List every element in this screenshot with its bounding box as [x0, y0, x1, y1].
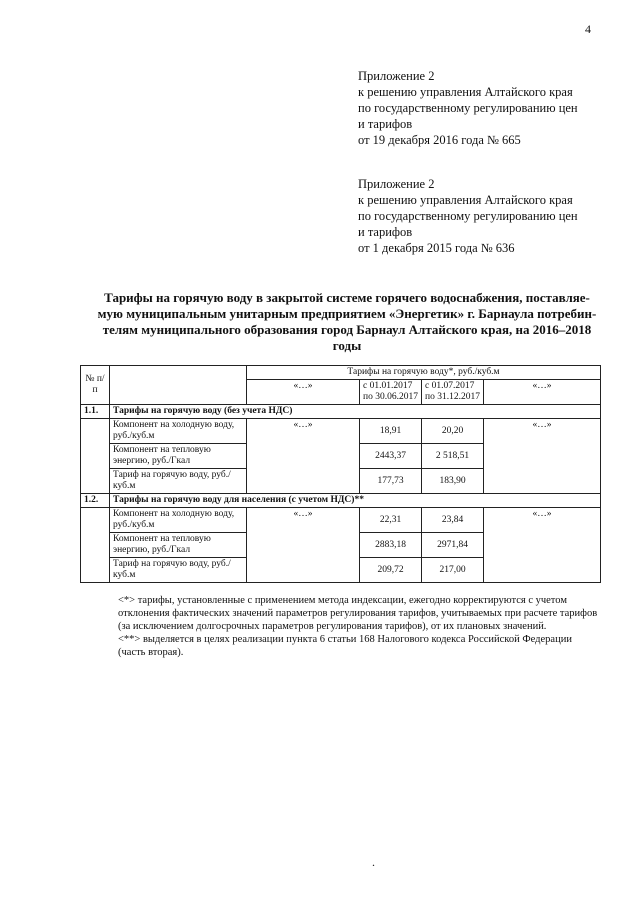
tariff-table [80, 365, 601, 583]
name-header [110, 366, 247, 405]
cell-value: 2443,37 [360, 444, 422, 469]
cell-value: 2883,18 [360, 533, 422, 558]
cell-value: «…» [484, 419, 601, 494]
appendix-reference-original [358, 176, 578, 256]
appendix-line: и тарифов [358, 225, 413, 239]
appendix-line: от 19 декабря 2016 года № 665 [358, 133, 521, 147]
row-label: Компонент на тепловую энергию, руб./Гкал [110, 444, 247, 469]
col-header: «…» [484, 380, 601, 405]
cell-value: 2 518,51 [422, 444, 484, 469]
title-line: годы [332, 338, 362, 353]
appendix-line: по государственному регулированию цен [358, 209, 578, 223]
col-header: с 01.07.2017 по 31.12.2017 [422, 380, 484, 405]
col-header: с 01.01.2017 по 30.06.2017 [360, 380, 422, 405]
appendix-line: по государственному регулированию цен [358, 101, 578, 115]
document-title [86, 290, 608, 354]
table-row [81, 419, 601, 444]
table-row [81, 508, 601, 533]
appendix-line: и тарифов [358, 117, 413, 131]
empty-cell [81, 508, 110, 583]
bottom-mark: . [372, 855, 375, 869]
num-header: № п/п [81, 366, 110, 405]
row-label: Компонент на холодную воду, руб./куб.м [110, 508, 247, 533]
page-number: 4 [585, 22, 591, 36]
cell-value: 18,91 [360, 419, 422, 444]
appendix-line: к решению управления Алтайского края [358, 193, 573, 207]
appendix-line: от 1 декабря 2015 года № 636 [358, 241, 515, 255]
cell-value: «…» [484, 508, 601, 583]
section-title: Тарифы на горячую воду для населения (с учетом НДС)** [110, 494, 601, 508]
row-label: Компонент на тепловую энергию, руб./Гкал [110, 533, 247, 558]
footnotes [118, 594, 598, 659]
cell-value: 177,73 [360, 469, 422, 494]
cell-value: «…» [247, 508, 360, 583]
empty-cell [81, 419, 110, 494]
title-line: телям муниципального образования город Барнаул Алтайского края, на 2016–2018 [102, 322, 592, 337]
section-title: Тарифы на горячую воду (без учета НДС) [110, 405, 601, 419]
cell-value: 20,20 [422, 419, 484, 444]
table-header-row [81, 366, 601, 380]
appendix-line: Приложение 2 [358, 69, 435, 83]
cell-value: 22,31 [360, 508, 422, 533]
footnote: <*> тарифы, установленные с применением метода индексации, ежегодно корректируются с учетом отклонения фактических значений параметров регулирования тарифов, учитываемых при расчете тарифов (за исключением долгосрочных параметров регулирования тарифов), от их плановых значений. [118, 595, 598, 632]
cell-value: 2971,84 [422, 533, 484, 558]
section-row [81, 494, 601, 508]
group-header: Тарифы на горячую воду*, руб./куб.м [247, 366, 601, 380]
footnote: <**> выделяется в целях реализации пункта 6 статьи 168 Налогового кодекса Российской Федерации (часть вторая). [118, 634, 572, 658]
col-header: «…» [247, 380, 360, 405]
appendix-line: Приложение 2 [358, 177, 435, 191]
section-number: 1.2. [81, 494, 110, 508]
cell-value: 23,84 [422, 508, 484, 533]
row-label: Компонент на холодную воду, руб./куб.м [110, 419, 247, 444]
appendix-reference-current [358, 68, 578, 148]
section-number: 1.1. [81, 405, 110, 419]
title-line: Тарифы на горячую воду в закрытой системе горячего водоснабжения, поставляе- [104, 290, 590, 305]
cell-value: 217,00 [422, 558, 484, 583]
title-line: мую муниципальным унитарным предприятием «Энергетик» г. Барнаула потребин- [97, 306, 597, 321]
cell-value: 183,90 [422, 469, 484, 494]
cell-value: 209,72 [360, 558, 422, 583]
appendix-line: к решению управления Алтайского края [358, 85, 573, 99]
section-row [81, 405, 601, 419]
row-label: Тариф на горячую воду, руб./куб.м [110, 469, 247, 494]
row-label: Тариф на горячую воду, руб./куб.м [110, 558, 247, 583]
cell-value: «…» [247, 419, 360, 494]
